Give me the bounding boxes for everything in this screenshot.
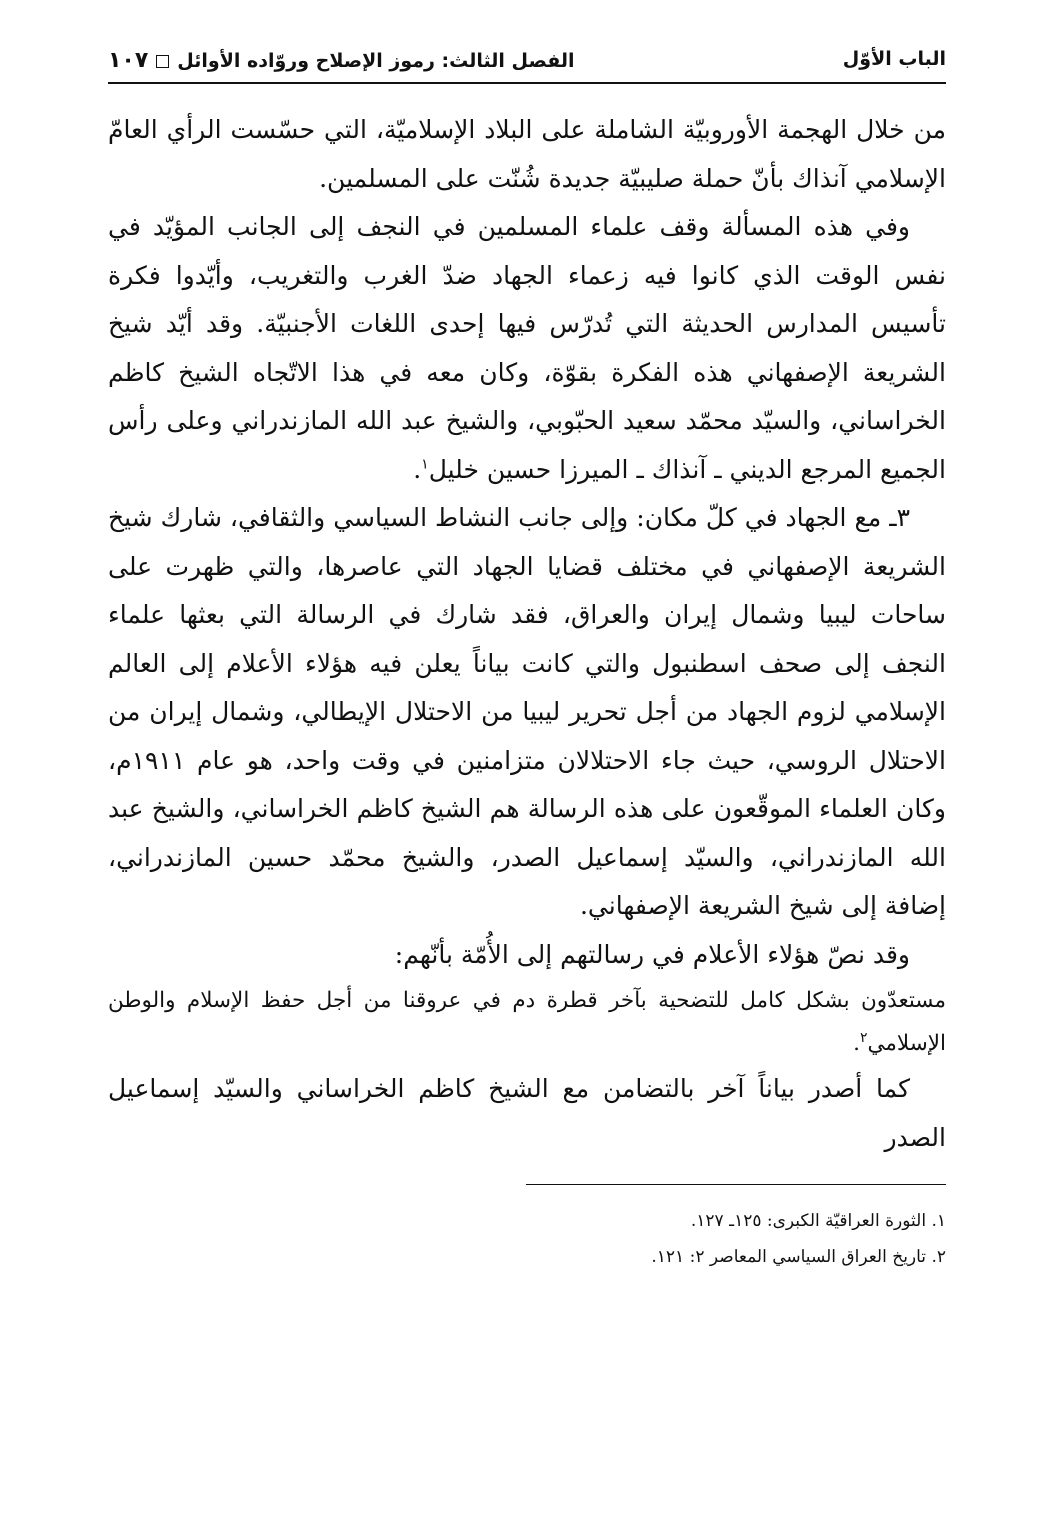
footnote-divider (526, 1184, 946, 1185)
chapter-title: الفصل الثالث: رموز الإصلاح وروّاده الأوائل (177, 50, 575, 72)
book-page (108, 40, 946, 1275)
footnote-1: ١. الثورة العراقيّة الكبرى: ١٢٥ـ ١٢٧. (690, 1211, 946, 1231)
footnote-2: ٢. تاريخ العراق السياسي المعاصر ٢: ١٢١. (651, 1247, 946, 1267)
block-quote: مستعدّون بشكل كامل للتضحية بآخر قطرة دم في عروقنا من أجل حفظ الإسلام والوطن الإسلامي$^٢$. (108, 988, 946, 1056)
quote-intro: وقد نصّ هؤلاء الأعلام في رسالتهم إلى الأُمّة بأنّهم: (394, 939, 910, 969)
page-number: ١٠٧ (108, 48, 149, 73)
chapter-title-line (108, 48, 575, 73)
footnotes (108, 1203, 946, 1275)
running-header (108, 40, 946, 84)
paragraph-1: من خلال الهجمة الأوروبيّة الشاملة على البلاد الإسلاميّة، التي حسّست الرأي العامّ الإسلامي آنذاك بأنّ حملة صليبيّة جديدة شُنّت على المسلمين. (108, 115, 946, 193)
paragraph-2-text: وفي هذه المسألة وقف علماء المسلمين في النجف إلى الجانب المؤيّد في نفس الوقت الذي كانوا فيه زعماء الجهاد ضدّ الغرب والتغريب، وأيّدوا فكرة تأسيس المدارس الحديثة التي تُدرّس فيها إحدى اللغات الأجنبيّة. وقد أيّد شيخ الشريعة الإصفهاني هذه الفكرة بقوّة، وكان معه في هذا الاتّجاه الشيخ كاظم الخراساني، والسيّد محمّد سعيد الحبّوبي، والشيخ عبد الله المازندراني وعلى رأس الجميع المرجع الديني ـ آنذاك ـ الميرزا حسين خليل (108, 212, 946, 484)
footnote-ref-2: ٢ (859, 1029, 868, 1046)
separator-box-icon (156, 55, 169, 68)
main-text (108, 106, 946, 1162)
part-title: الباب الأوّل (842, 48, 946, 70)
paragraph-4: كما أصدر بياناً آخر بالتضامن مع الشيخ كاظم الخراساني والسيّد إسماعيل الصدر (108, 1074, 946, 1152)
paragraph-2: وفي هذه المسألة وقف علماء المسلمين في النجف إلى الجانب المؤيّد في نفس الوقت الذي كانوا فيه زعماء الجهاد ضدّ الغرب والتغريب، وأيّدوا فكرة تأسيس المدارس الحديثة التي تُدرّس فيها إحدى اللغات الأجنبيّة. وقد أيّد شيخ الشريعة الإصفهاني هذه الفكرة بقوّة، وكان معه في هذا الاتّجاه الشيخ كاظم الخراساني، والسيّد محمّد سعيد الحبّوبي، والشيخ عبد الله المازندراني وعلى رأس الجميع المرجع الديني ـ آنذاك ـ الميرزا حسين خليل$^١$. (108, 212, 946, 484)
footnote-ref-1: ١ (421, 456, 429, 473)
quote-text: مستعدّون بشكل كامل للتضحية بآخر قطرة دم في عروقنا من أجل حفظ الإسلام والوطن الإسلامي (108, 988, 946, 1056)
paragraph-3: ٣ـ مع الجهاد في كلّ مكان: وإلى جانب النشاط السياسي والثقافي، شارك شيخ الشريعة الإصفهاني في مختلف قضايا الجهاد التي عاصرها، والتي ظهرت على ساحات ليبيا وشمال إيران والعراق، فقد شارك في الرسالة التي بعثها علماء النجف إلى صحف اسطنبول والتي كانت بياناً يعلن فيه هؤلاء الأعلام إلى العالم الإسلامي لزوم الجهاد من أجل تحرير ليبيا من الاحتلال الإيطالي، وشمال إيران من الاحتلال الروسي، حيث جاء الاحتلالان متزامنين في وقت واحد، هو عام ١٩١١م، وكان العلماء الموقّعون على هذه الرسالة هم الشيخ كاظم الخراساني، والشيخ عبد الله المازندراني، والسيّد إسماعيل الصدر، والشيخ محمّد حسين المازندراني، إضافة إلى شيخ الشريعة الإصفهاني. (108, 503, 946, 920)
